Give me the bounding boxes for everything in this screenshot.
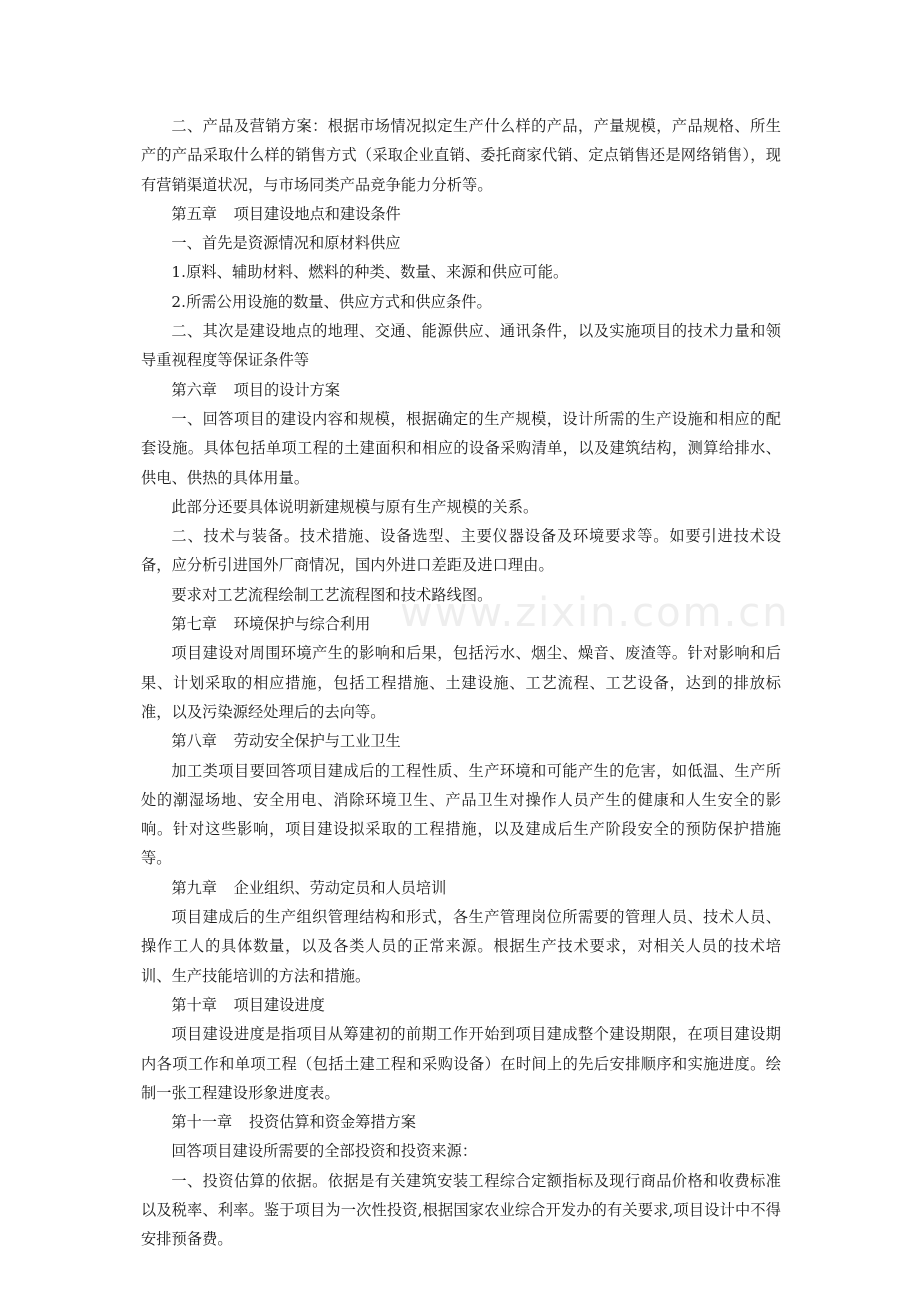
paragraph: 二、技术与装备。技术措施、设备选型、主要仪器设备及环境要求等。如要引进技术设备，应分析引进国外厂商情况，国内外进口差距及进口理由。 (141, 527, 781, 575)
chapter-heading (141, 610, 781, 639)
paragraph: 1.原料、辅助材料、燃料的种类、数量、来源和供应可能。 (171, 263, 569, 282)
paragraph: 此部分还要具体说明新建规模与原有生产规模的关系。 (171, 497, 539, 516)
chapter-title: 项目建设地点和建设条件 (233, 204, 401, 223)
chapter-title: 项目的设计方案 (233, 380, 340, 399)
paragraph: 二、产品及营销方案：根据市场情况拟定生产什么样的产品，产量规模，产品规格、所生产的产品采取什么样的销售方式（采取企业直销、委托商家代销、定点销售还是网络销售），现有营销渠道状况，与市场同类产品竞争能力分析等。 (141, 117, 781, 194)
paragraph: 要求对工艺流程绘制工艺流程图和技术路线图。 (171, 585, 493, 604)
paragraph: 一、首先是资源情况和原材料供应 (171, 234, 401, 253)
document-body (141, 112, 781, 1255)
paragraph: 一、投资估算的依据。依据是有关建筑安装工程综合定额指标及现行商品价格和收费标准以及税率、利率。鉴于项目为一次性投资,根据国家农业综合开发办的有关要求,项目设计中不得安排预备费。 (141, 1171, 781, 1249)
chapter-number: 第十一章 (171, 1113, 233, 1132)
paragraph: 二、其次是建设地点的地理、交通、能源供应、通讯条件，以及实施项目的技术力量和领导重视程度等保证条件等 (141, 322, 781, 370)
chapter-title: 投资估算和资金筹措方案 (248, 1113, 416, 1132)
paragraph: 加工类项目要回答项目建成后的工程性质、生产环境和可能产生的危害，如低温、生产所处的潮湿场地、安全用电、消除环境卫生、产品卫生对操作人员产生的健康和人生安全的影响。针对这些影响，项目建设拟采取的工程措施，以及建成后生产阶段安全的预防保护措施等。 (141, 761, 781, 868)
paragraph: 回答项目建设所需要的全部投资和投资来源： (171, 1142, 478, 1161)
chapter-title: 劳动安全保护与工业卫生 (233, 732, 401, 751)
paragraph: 一、回答项目的建设内容和规模，根据确定的生产规模，设计所需的生产设施和相应的配套设施。具体包括单项工程的土建面积和相应的设备采购清单，以及建筑结构，测算给排水、供电、供热的具体用量。 (141, 409, 781, 487)
chapter-heading (141, 874, 781, 903)
chapter-heading (141, 1108, 781, 1137)
chapter-number: 第五章 (171, 204, 217, 223)
chapter-number: 第七章 (171, 615, 217, 634)
watermark: www.zixin.com.cn (400, 590, 790, 636)
chapter-title: 企业组织、劳动定员和人员培训 (233, 878, 447, 897)
chapter-heading (141, 727, 781, 756)
chapter-number: 第八章 (171, 732, 217, 751)
chapter-heading (141, 376, 781, 405)
paragraph: 项目建成后的生产组织管理结构和形式，各生产管理岗位所需要的管理人员、技术人员、操作工人的具体数量，以及各类人员的正常来源。根据生产技术要求，对相关人员的技术培训、生产技能培训的方法和措施。 (141, 908, 781, 985)
chapter-number: 第九章 (171, 878, 217, 897)
chapter-title: 环境保护与综合利用 (233, 615, 371, 634)
chapter-number: 第六章 (171, 380, 217, 399)
chapter-heading (141, 991, 781, 1020)
chapter-title: 项目建设进度 (233, 995, 325, 1014)
chapter-heading (141, 200, 781, 229)
paragraph: 项目建设进度是指项目从筹建初的前期工作开始到项目建成整个建设期限，在项目建设期内各项工作和单项工程（包括土建工程和采购设备）在时间上的先后安排顺序和实施进度。绘制一张工程建设形象进度表。 (141, 1025, 781, 1102)
paragraph: 项目建设对周围环境产生的影响和后果，包括污水、烟尘、燥音、废渣等。针对影响和后果、计划采取的相应措施，包括工程措施、土建设施、工艺流程、工艺设备，达到的排放标准，以及污染源经处理后的去向等。 (141, 644, 781, 721)
paragraph: 2.所需公用设施的数量、供应方式和供应条件。 (171, 292, 492, 311)
chapter-number: 第十章 (171, 995, 217, 1014)
